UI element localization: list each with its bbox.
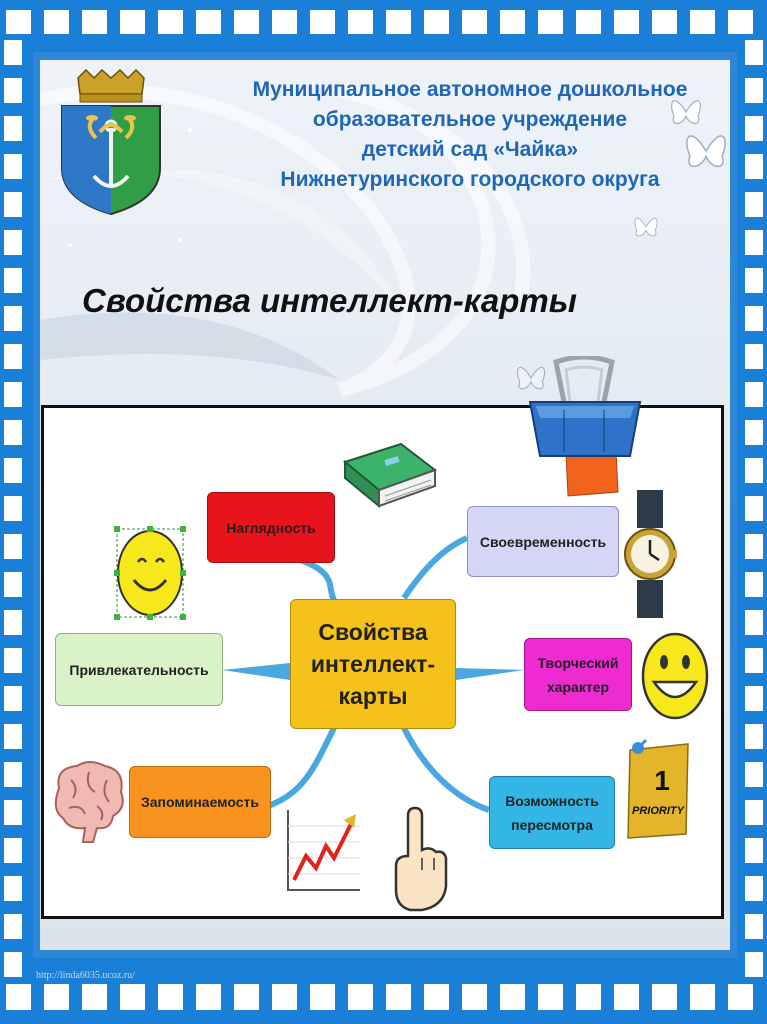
frame-square [745, 572, 763, 597]
frame-square [500, 984, 525, 1010]
frame-square [196, 984, 221, 1010]
frame-square [745, 800, 763, 825]
frame-square [4, 914, 22, 939]
frame-square [4, 230, 22, 255]
frame-square [690, 10, 715, 34]
butterfly-icon [632, 210, 660, 244]
center-line-3: карты [338, 683, 408, 709]
frame-square [745, 40, 763, 65]
priority-number: 1 [654, 765, 670, 796]
frame-square [4, 762, 22, 787]
footer-url: http://linda6035.ucoz.ru/ [36, 970, 135, 981]
frame-square [4, 534, 22, 559]
center-line-1: Свойства [318, 619, 428, 645]
frame-square [745, 838, 763, 863]
node-tvorcheskiy-line-2: характер [546, 678, 610, 695]
frame-square [158, 10, 183, 34]
frame-square [745, 952, 763, 977]
frame-square [4, 724, 22, 749]
frame-square [745, 78, 763, 103]
priority-note-icon [624, 738, 694, 848]
frame-square [348, 10, 373, 34]
frame-square [6, 10, 31, 34]
node-naglyadnost: Наглядность [207, 492, 335, 563]
frame-square [120, 984, 145, 1010]
frame-square [4, 572, 22, 597]
frame-square [745, 230, 763, 255]
frame-square [4, 838, 22, 863]
frame-square [234, 10, 259, 34]
frame-square [728, 10, 753, 34]
frame-square [4, 192, 22, 217]
frame-square [745, 534, 763, 559]
priority-label: PRIORITY [632, 805, 684, 817]
node-vozmozhnost-line-2: пересмотра [511, 816, 593, 833]
frame-square [4, 116, 22, 141]
frame-square [745, 762, 763, 787]
frame-square [614, 984, 639, 1010]
coat-of-arms-icon [56, 68, 166, 216]
frame-square [234, 984, 259, 1010]
frame-square [310, 984, 335, 1010]
frame-square [652, 10, 677, 34]
frame-square [745, 458, 763, 483]
frame-square [4, 382, 22, 407]
frame-square [44, 10, 69, 34]
frame-square [424, 10, 449, 34]
frame-square [745, 914, 763, 939]
frame-square [386, 10, 411, 34]
frame-square [728, 984, 753, 1010]
frame-square [745, 116, 763, 141]
frame-square [272, 10, 297, 34]
node-zapominaemost: Запоминаемость [129, 766, 271, 838]
watch-icon [623, 490, 677, 618]
frame-square [82, 984, 107, 1010]
frame-square [4, 876, 22, 901]
node-vozmozhnost [489, 776, 615, 849]
frame-square [690, 984, 715, 1010]
header-line-3: детский сад «Чайка» [361, 138, 579, 161]
frame-square [4, 154, 22, 179]
frame-square [745, 686, 763, 711]
node-svoevremennost: Своевременность [467, 506, 619, 577]
frame-square [745, 268, 763, 293]
frame-square [4, 458, 22, 483]
frame-square [4, 40, 22, 65]
frame-square [538, 984, 563, 1010]
header-line-2: образовательное учреждение [312, 108, 628, 131]
smiley-icon [114, 526, 186, 620]
frame-square [120, 10, 145, 34]
frame-square [745, 610, 763, 635]
frame-square [4, 344, 22, 369]
frame-square [500, 10, 525, 34]
frame-square [614, 10, 639, 34]
frame-square [745, 876, 763, 901]
frame-square [4, 610, 22, 635]
frame-square [424, 984, 449, 1010]
center-line-2: интеллект- [310, 651, 436, 677]
page-title: Свойства интеллект-карты [82, 282, 577, 319]
frame-square [4, 952, 22, 977]
frame-square [745, 306, 763, 331]
book-icon [341, 440, 439, 510]
frame-square [4, 648, 22, 673]
frame-square [310, 10, 335, 34]
frame-square [652, 984, 677, 1010]
frame-square [745, 192, 763, 217]
frame-square [538, 10, 563, 34]
frame-square [745, 344, 763, 369]
frame-square [745, 382, 763, 407]
frame-square [4, 800, 22, 825]
frame-square [44, 984, 69, 1010]
frame-square [4, 78, 22, 103]
frame-square [158, 984, 183, 1010]
frame-square [4, 306, 22, 331]
node-tvorcheskiy [524, 638, 632, 711]
frame-square [4, 496, 22, 521]
frame-square [6, 984, 31, 1010]
node-tvorcheskiy-line-1: Творческий [537, 654, 619, 671]
frame-square [576, 984, 601, 1010]
frame-square [462, 984, 487, 1010]
frame-square [82, 10, 107, 34]
frame-square [745, 496, 763, 521]
node-privlekatelnost: Привлекательность [55, 633, 223, 706]
mind-map-diagram [41, 405, 724, 919]
center-node [290, 599, 456, 729]
frame-square [745, 154, 763, 179]
frame-square [745, 420, 763, 445]
binder-clip-icon [526, 356, 644, 460]
frame-square [745, 648, 763, 673]
frame-square [386, 984, 411, 1010]
frame-square [348, 984, 373, 1010]
frame-square [576, 10, 601, 34]
frame-square [462, 10, 487, 34]
brain-icon [49, 758, 127, 848]
rising-chart-icon [280, 806, 364, 898]
header-line-4: Нижнетуринского городского округа [280, 168, 660, 191]
node-vozmozhnost-line-1: Возможность [505, 792, 599, 809]
pointing-hand-icon [390, 806, 450, 916]
frame-square [272, 984, 297, 1010]
header-line-1: Муниципальное автономное дошкольное [252, 78, 688, 101]
frame-square [4, 420, 22, 445]
frame-square [196, 10, 221, 34]
smiley-icon [640, 630, 710, 722]
frame-square [4, 268, 22, 293]
frame-square [4, 686, 22, 711]
frame-square [745, 724, 763, 749]
